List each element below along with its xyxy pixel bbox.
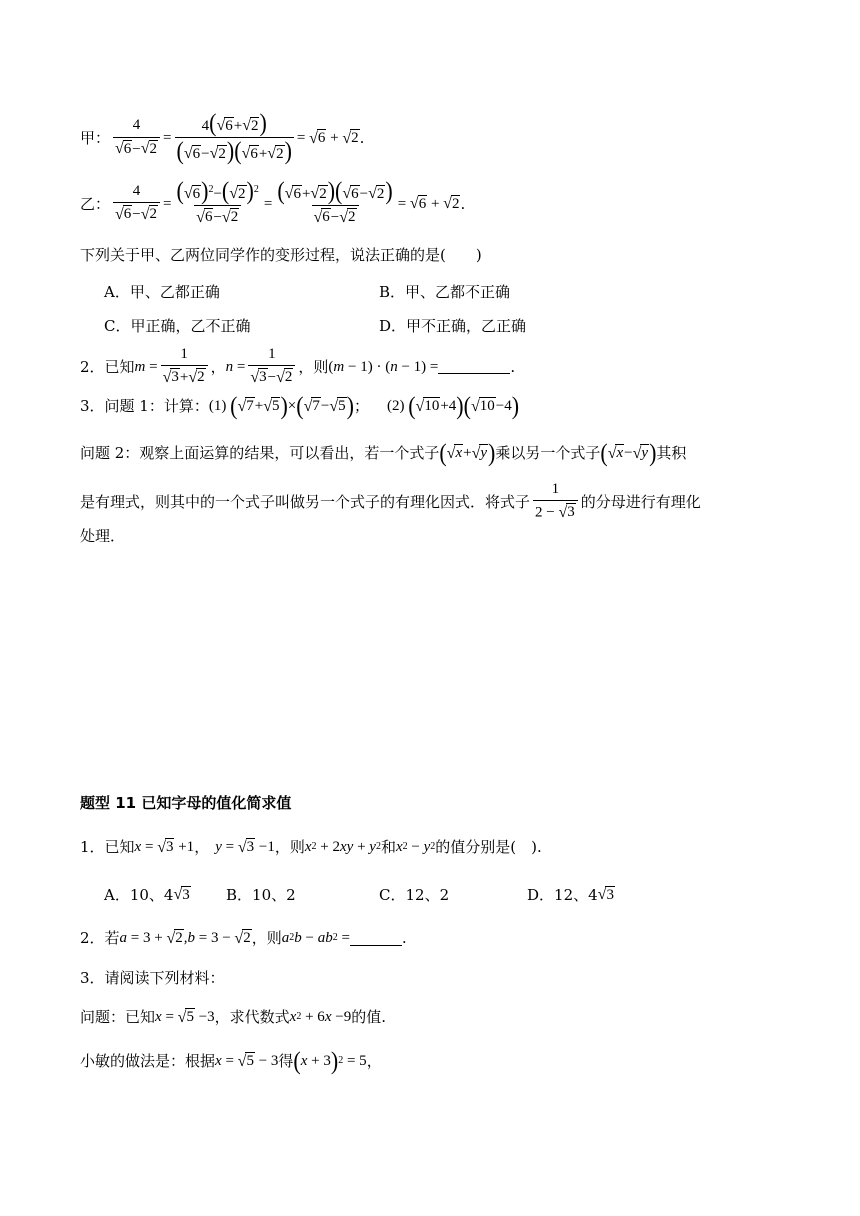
s11-q1-end: 的值分别是( ).: [435, 838, 542, 856]
s11-option-b: B．10、2: [226, 886, 296, 904]
s11-option-a-text: A．10、4: [104, 886, 174, 904]
option-c: C．甲正确，乙不正确: [104, 317, 251, 335]
yi-math: 4 √ 6 − √ 2 = ( √ 6 )$^2$−( √ 2 )$^2$ √ 6 − √ 2 = ( √ 6 + √ 2 )( √ 6 − √ 2 ) √ 6 − √ 2 = √ 6 + √ 2: [115, 176, 460, 226]
s11-q1-and: 和: [380, 838, 396, 856]
s11-xiaomin: [80, 1046, 382, 1075]
s11-question-2: [80, 929, 407, 947]
q3-expr-2: (2) ( √ 10 +4 )( √ 10 −4 ): [386, 391, 520, 420]
p2-text-e: 的分母进行有理化: [580, 492, 701, 511]
s11-option-a: A．10、4 √ 3: [104, 886, 190, 904]
yi-label: 乙：: [80, 194, 111, 213]
s11-q2-then: ，则: [251, 929, 282, 947]
s11-q1-expr-2: x 2 − y 2: [395, 839, 436, 855]
s11-xm-b: 得: [278, 1052, 294, 1070]
s11-problem-b: ，求代数式: [214, 1008, 290, 1026]
s11-q1-sep: ，: [194, 838, 210, 856]
jia-math: 4 √ 6 − √ 2 = 4( √ 6 + √ 2 ) ( √ 6 − √ 2 )( √ 6 + √ 2 ) = √ 6 + √ 2: [115, 108, 359, 166]
p2-expr-sum: ( √ x + √ y ): [439, 438, 496, 467]
p2-text-c: 其积: [656, 444, 687, 462]
s11-q1-then: ，则: [274, 838, 305, 856]
s11-xm-x-def: x = √ 5 − 3: [215, 1052, 279, 1070]
s11-problem-expr: x 2 + 6 x −9: [289, 1009, 352, 1025]
q3-sep: ；: [353, 397, 369, 415]
q3-expr-1: (1) ( √ 7 + √ 5 ) × ( √ 7 − √ 5 ): [208, 391, 354, 420]
option-b: B．甲、乙都不正确: [379, 283, 511, 301]
s11-xm-c: ，: [366, 1052, 382, 1070]
jia-end: .: [359, 128, 365, 147]
question-text: 下列关于甲、乙两位同学作的变形过程，说法正确的是( ): [80, 246, 482, 264]
section-heading: 题型 11 已知字母的值化简求值: [80, 794, 292, 812]
s11-q2-defs: a = 3 + √ 2 , b = 3 − √ 2: [119, 929, 251, 947]
q2-sep: ，: [210, 357, 226, 376]
s11-q2-prefix: 2．若: [80, 929, 120, 947]
yi-equation: [80, 176, 466, 227]
jia-equation: [80, 108, 365, 166]
question-2: [80, 346, 515, 387]
q2-then: ，则: [298, 357, 329, 376]
s11-xm-a: 小敏的做法是：根据: [80, 1052, 216, 1070]
s11-question-3: 3．请阅读下列材料：: [80, 969, 225, 987]
jia-label: 甲：: [80, 128, 111, 147]
s11-xm-expr: ( x + 3 ) 2 = 5: [293, 1046, 367, 1075]
p2-text-b: 乘以另一个式子: [495, 444, 601, 462]
yi-end: .: [460, 194, 466, 213]
s11-option-c: C．12、2: [379, 886, 450, 904]
s11-problem: [80, 1008, 386, 1026]
option-a: A．甲、乙都正确: [104, 283, 220, 301]
s11-question-1: [80, 838, 542, 856]
s11-q2-expr: a 2 b − ab 2 =: [281, 930, 350, 946]
question-3: [80, 391, 520, 420]
s11-option-d-text: D．12、4: [527, 886, 598, 904]
s11-q1-expr-1: x 2 + 2 xy + y 2: [304, 839, 381, 855]
q3-prefix: 3．问题 1：计算：: [80, 397, 209, 415]
s11-problem-x-def: x = √ 5 −3: [155, 1008, 215, 1026]
p2-fraction: 1 2 − √ 3: [530, 481, 581, 522]
s11-problem-a: 问题：已知: [80, 1008, 156, 1026]
s11-q1-x-def: x = √ 3 +1: [134, 838, 195, 856]
s11-q1-prefix: 1．已知: [80, 838, 135, 856]
q2-prefix: 2．已知: [80, 357, 135, 376]
p2-expr-diff: ( √ x − √ y ): [600, 438, 657, 467]
s11-option-d: D．12、4 √ 3: [527, 886, 614, 904]
q2-end: .: [510, 357, 516, 376]
p2-text-d: 是有理式，则其中的一个式子叫做另一个式子的有理化因式．将式子: [80, 492, 531, 511]
s11-q2-answer-blank: [350, 931, 402, 946]
option-d: D．甲不正确，乙正确: [379, 317, 527, 335]
s11-q2-end: .: [401, 929, 407, 947]
problem-2-line-3: 处理．: [80, 527, 126, 545]
problem-2-line-2: [80, 481, 701, 522]
q2-n-def: n = 1 √ 3 − √ 2: [226, 346, 299, 387]
q2-m-def: m = 1 √ 3 + √ 2: [135, 346, 211, 387]
problem-2-line-1: [80, 438, 687, 467]
s11-problem-c: 的值.: [351, 1008, 386, 1026]
q2-expr: ( m − 1) · ( n − 1) =: [328, 358, 439, 375]
q2-answer-blank: [438, 359, 510, 374]
s11-q1-y-def: y = √ 3 −1: [215, 838, 275, 856]
p2-text-a: 问题 2：观察上面运算的结果，可以看出，若一个式子: [80, 444, 440, 462]
